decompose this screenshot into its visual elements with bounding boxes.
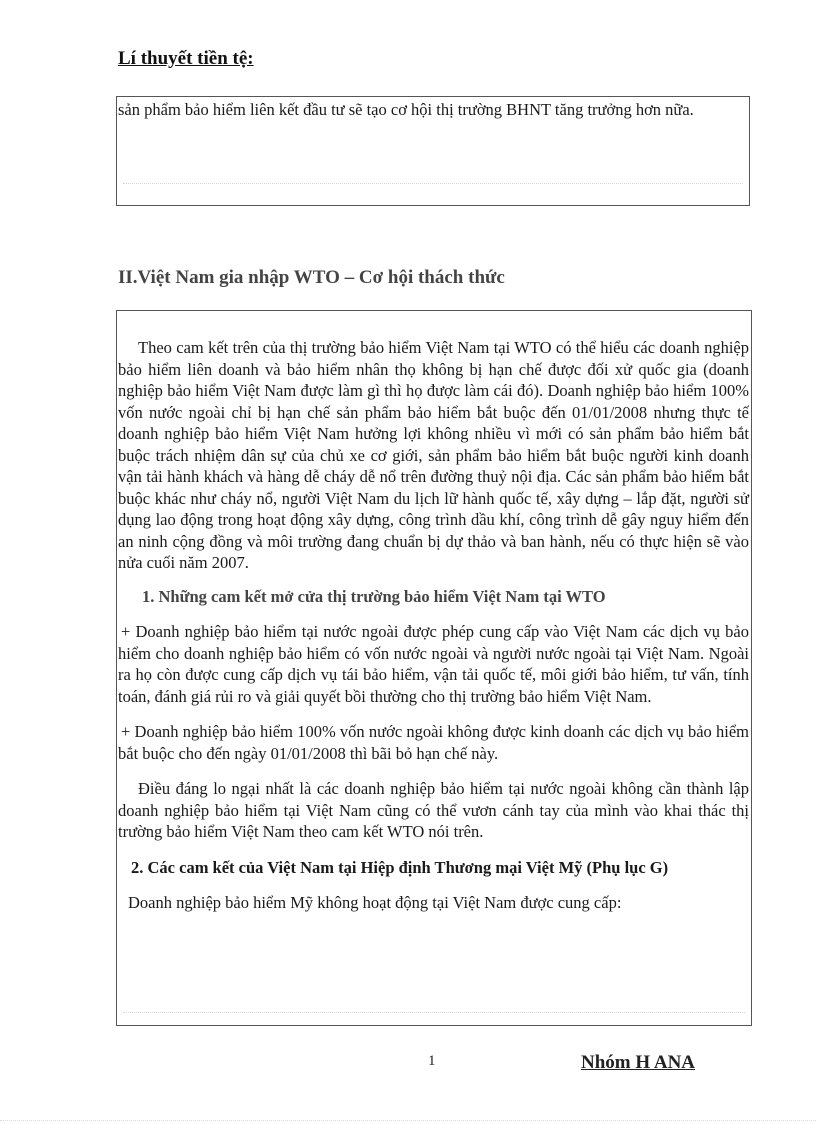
continuation-text-box bbox=[116, 96, 750, 206]
page-header-title: Lí thuyết tiền tệ: bbox=[118, 48, 254, 69]
page-number: 1 bbox=[428, 1053, 436, 1069]
paragraph-us-insurers: Doanh nghiệp bảo hiểm Mỹ không hoạt động tại Việt Nam được cung cấp: bbox=[128, 893, 622, 912]
section-title: II.Việt Nam gia nhập WTO – Cơ hội thách thức bbox=[118, 267, 505, 288]
paragraph-concern: Điều đáng lo ngại nhất là các doanh nghiệp bảo hiểm tại nước ngoài không cần thành lập doanh nghiệp bảo hiểm tại Việt Nam cũng có thể vươn cánh tay của mình vào khai thác thị trường bảo hiểm Việt Nam theo cam kết WTO nói trên. bbox=[118, 779, 749, 841]
dotted-divider bbox=[123, 183, 743, 184]
heading-wto-opening-commitments: 1. Những cam kết mở cửa thị trường bảo hiểm Việt Nam tại WTO bbox=[142, 586, 606, 606]
paragraph-wto-commitment: Theo cam kết trên của thị trường bảo hiểm Việt Nam tại WTO có thể hiểu các doanh nghiệp bảo hiểm liên doanh và bảo hiểm nhân thọ không bị hạn chế được đối xử quốc gia (doanh nghiệp bảo hiểm Việt Nam được làm gì thì họ được làm cái đó). Doanh nghiệp bảo hiểm 100% vốn nước ngoài chỉ bị hạn chế sản phẩm bảo hiểm bắt buộc đến 01/01/2008 nhưng thực tế doanh nghiệp bảo hiểm Việt Nam hưởng lợi không nhiều vì mới có sản phẩm bảo hiểm bắt buộc trách nhiệm dân sự của chủ xe cơ giới, sản phẩm bảo hiểm bắt buộc người kinh doanh vận tải hành khách và hàng dễ cháy dễ nổ trên đường thuỷ nội địa. Các sản phẩm bảo hiểm bắt buộc khác như cháy nổ, người Việt Nam du lịch lữ hành quốc tế, xây dựng – lắp đặt, người sử dụng lao động trong hoạt động xây dựng, công trình dầu khí, công trình dễ gây nguy hiểm đến an ninh cộng đồng và môi trường đang chuẩn bị dự thảo và ban hành, nếu có thực hiện sẽ vào nửa cuối năm 2007. bbox=[118, 338, 749, 572]
heading-us-trade-agreement: 2. Các cam kết của Việt Nam tại Hiệp định Thương mại Việt Mỹ (Phụ lục G) bbox=[131, 857, 669, 877]
footer-dotted-line bbox=[0, 1120, 816, 1121]
paragraph-full-foreign-capital: + Doanh nghiệp bảo hiểm 100% vốn nước ngoài không được kinh doanh các dịch vụ bảo hiểm bắt buộc cho đến ngày 01/01/2008 thì bãi bỏ hạn chế này. bbox=[118, 722, 749, 763]
dotted-divider bbox=[123, 1012, 745, 1013]
paragraph-foreign-insurers: + Doanh nghiệp bảo hiểm tại nước ngoài được phép cung cấp vào Việt Nam các dịch vụ bảo hiểm cho doanh nghiệp bảo hiểm có vốn nước ngoài và người nước ngoài tại Việt Nam. Ngoài ra họ còn được cung cấp dịch vụ tái bảo hiểm, vận tải quốc tế, môi giới bảo hiểm, tư vấn, tính toán, đánh giá rủi ro và giải quyết bồi thường cho thị trường bảo hiểm Việt Nam. bbox=[118, 622, 749, 706]
continuation-paragraph: sản phẩm bảo hiểm liên kết đầu tư sẽ tạo cơ hội thị trường BHNT tăng trưởng hơn nữa. bbox=[118, 100, 694, 119]
group-name: Nhóm H ANA bbox=[581, 1052, 696, 1073]
main-content-box bbox=[116, 310, 752, 1026]
